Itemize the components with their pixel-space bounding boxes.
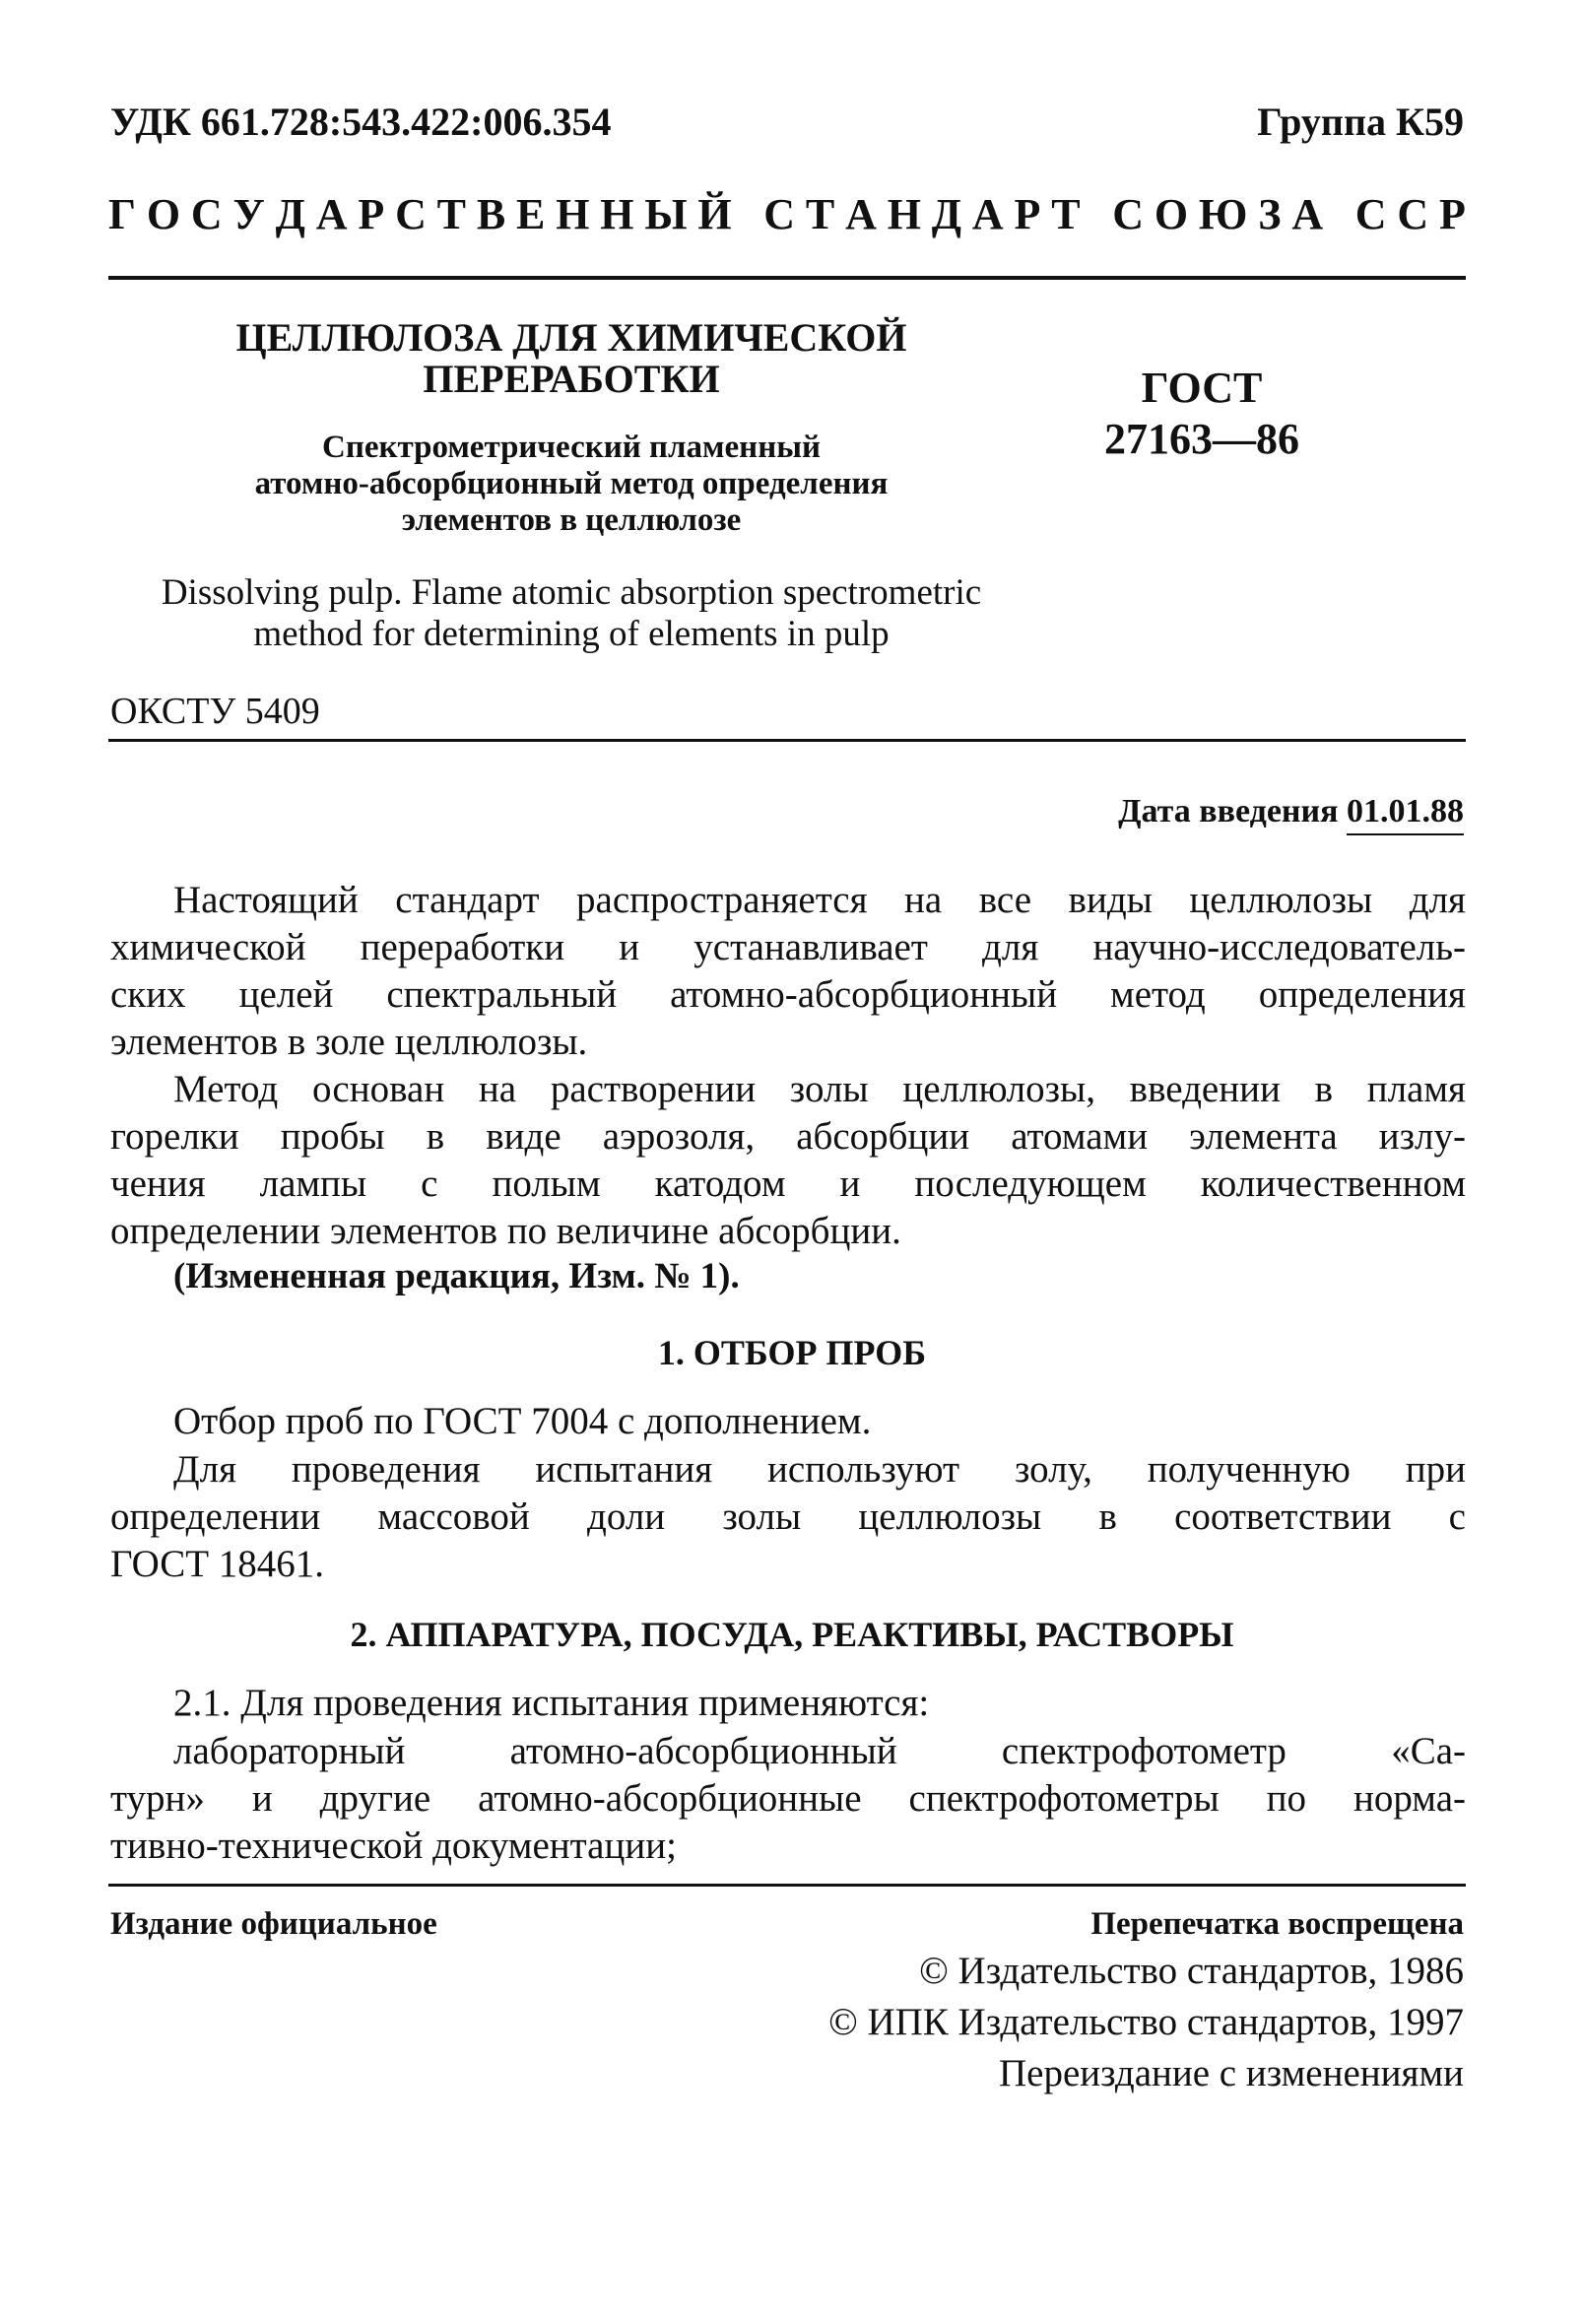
subtitle-line-2: атомно-абсорбционный метод определения — [254, 466, 889, 501]
section-2-paragraph-2 — [110, 1728, 1466, 1870]
banner-letter — [1334, 189, 1345, 239]
title-block — [108, 317, 1034, 655]
banner-letter: С — [1112, 190, 1144, 238]
banner-letter: Р — [1014, 190, 1041, 238]
banner-letter: А — [845, 190, 877, 238]
intro-paragraph-2 — [110, 1066, 1466, 1255]
banner-letter: Г — [108, 190, 136, 238]
gost-label: ГОСТ — [1141, 364, 1263, 412]
banner-letter: Н — [600, 190, 634, 238]
banner-letter: Т — [805, 190, 835, 238]
reprint-prohibited: Перепечатка воспрещена — [1090, 1906, 1464, 1942]
text-line: химической переработки и устанавливает для научно-исследователь- — [110, 926, 1466, 968]
reissue-note: Переиздание с изменениями — [999, 2052, 1464, 2094]
subtitle-line-1: Спектрометрический пламенный — [321, 430, 821, 465]
text-line: определении массовой доли золы целлюлозы в соответствии с — [110, 1495, 1466, 1538]
title-line-1: ЦЕЛЛЮЛОЗА ДЛЯ ХИМИЧЕСКОЙ — [235, 315, 907, 360]
banner-letter: С — [1397, 190, 1429, 238]
gost-number: 27163—86 — [1104, 415, 1299, 463]
banner-letter: А — [971, 190, 1004, 238]
footer-rule — [108, 1884, 1466, 1887]
section-1-paragraph-2 — [110, 1446, 1466, 1588]
banner-letter: Н — [556, 190, 590, 238]
title-line-2: ПЕРЕРАБОТКИ — [423, 357, 720, 401]
group-code: Группа К59 — [1257, 100, 1464, 144]
text-line: лабораторный атомно-абсорбционный спектрофотометр «Са- — [173, 1730, 1466, 1772]
section-1-paragraph-1: Отбор проб по ГОСТ 7004 с дополнением. — [173, 1400, 872, 1442]
banner-letter: С — [763, 190, 796, 238]
subtitle-line-3: элементов в целлюлозе — [401, 502, 742, 538]
subtitle — [108, 430, 1034, 539]
official-edition: Издание официальное — [110, 1906, 437, 1942]
amendment-note: (Измененная редакция, Изм. № 1). — [173, 1256, 740, 1296]
banner-letter: Н — [887, 190, 921, 238]
text-line: тивно-технической документации; — [110, 1825, 677, 1867]
banner-letter: Д — [931, 190, 962, 238]
text-line: элементов в золе целлюлозы. — [110, 1021, 588, 1063]
english-title-line-2: method for determining of elements in pulp — [253, 614, 890, 654]
text-line: Настоящий стандарт распространяется на все виды целлюлозы для — [173, 879, 1466, 921]
banner-letter: Ы — [644, 190, 688, 238]
banner-letter — [1090, 189, 1101, 239]
udk-code: УДК 661.728:543.422:006.354 — [110, 100, 612, 144]
banner-letter: С — [1354, 190, 1387, 238]
section-2-paragraph-1: 2.1. Для проведения испытания применяются: — [173, 1682, 930, 1724]
text-line: чения лампы с полым катодом и последующем количественном — [110, 1162, 1466, 1205]
section-1-heading: 1. ОТБОР ПРОБ — [657, 1333, 927, 1372]
copyright-1997: © ИПК Издательство стандартов, 1997 — [828, 2001, 1464, 2043]
english-title-line-1: Dissolving pulp. Flame atomic absorption spectrometric — [161, 572, 982, 613]
english-title — [108, 572, 1034, 655]
banner-letter: А — [1291, 190, 1324, 238]
text-line: турн» и другие атомно-абсорбционные спектрофотометры по норма- — [110, 1777, 1466, 1820]
banner-letter: Ю — [1198, 190, 1248, 238]
intro-paragraph-1 — [110, 877, 1466, 1066]
text-line: Метод основан на растворении золы целлюлозы, введении в пламя — [173, 1068, 1466, 1110]
banner-letter: Й — [697, 190, 732, 238]
banner-letter: В — [476, 190, 506, 238]
banner-letter: С — [395, 190, 427, 238]
banner-letter: О — [146, 190, 181, 238]
text-line: горелки пробы в виде аэрозоля, абсорбции атомами элемента излу- — [110, 1115, 1466, 1158]
banner-letter: Д — [275, 190, 305, 238]
standard-banner — [108, 189, 1466, 239]
banner-letter: Р — [1438, 190, 1466, 238]
okstu-code: ОКСТУ 5409 — [110, 691, 320, 732]
banner-letter: А — [315, 190, 348, 238]
text-line: ГОСТ 18461. — [110, 1543, 325, 1585]
date-value: 01.01.88 — [1347, 793, 1464, 835]
banner-letter: У — [232, 190, 265, 238]
date-label: Дата введения — [1118, 793, 1339, 830]
banner-letter: О — [1154, 190, 1189, 238]
banner-letter: Е — [516, 190, 546, 238]
section-2-heading: 2. АППАРАТУРА, ПОСУДА, РЕАКТИВЫ, РАСТВОРЫ — [350, 1615, 1234, 1654]
banner-letter: Т — [1051, 190, 1081, 238]
text-line: ских целей спектральный атомно-абсорбционный метод определения — [110, 973, 1466, 1016]
banner-letter: Т — [436, 190, 467, 238]
banner-letter: Р — [358, 190, 385, 238]
gost-number-block — [1084, 363, 1320, 465]
introduction-date — [1118, 793, 1464, 830]
text-line: Для проведения испытания используют золу, полученную при — [173, 1448, 1466, 1491]
banner-letter — [742, 189, 753, 239]
text-line: определении элементов по величине абсорбции. — [110, 1210, 901, 1252]
okstu-rule — [108, 739, 1466, 742]
top-rule — [108, 276, 1466, 280]
copyright-1986: © Издательство стандартов, 1986 — [919, 1950, 1464, 1992]
banner-letter: С — [190, 190, 223, 238]
banner-letter: З — [1258, 190, 1282, 238]
